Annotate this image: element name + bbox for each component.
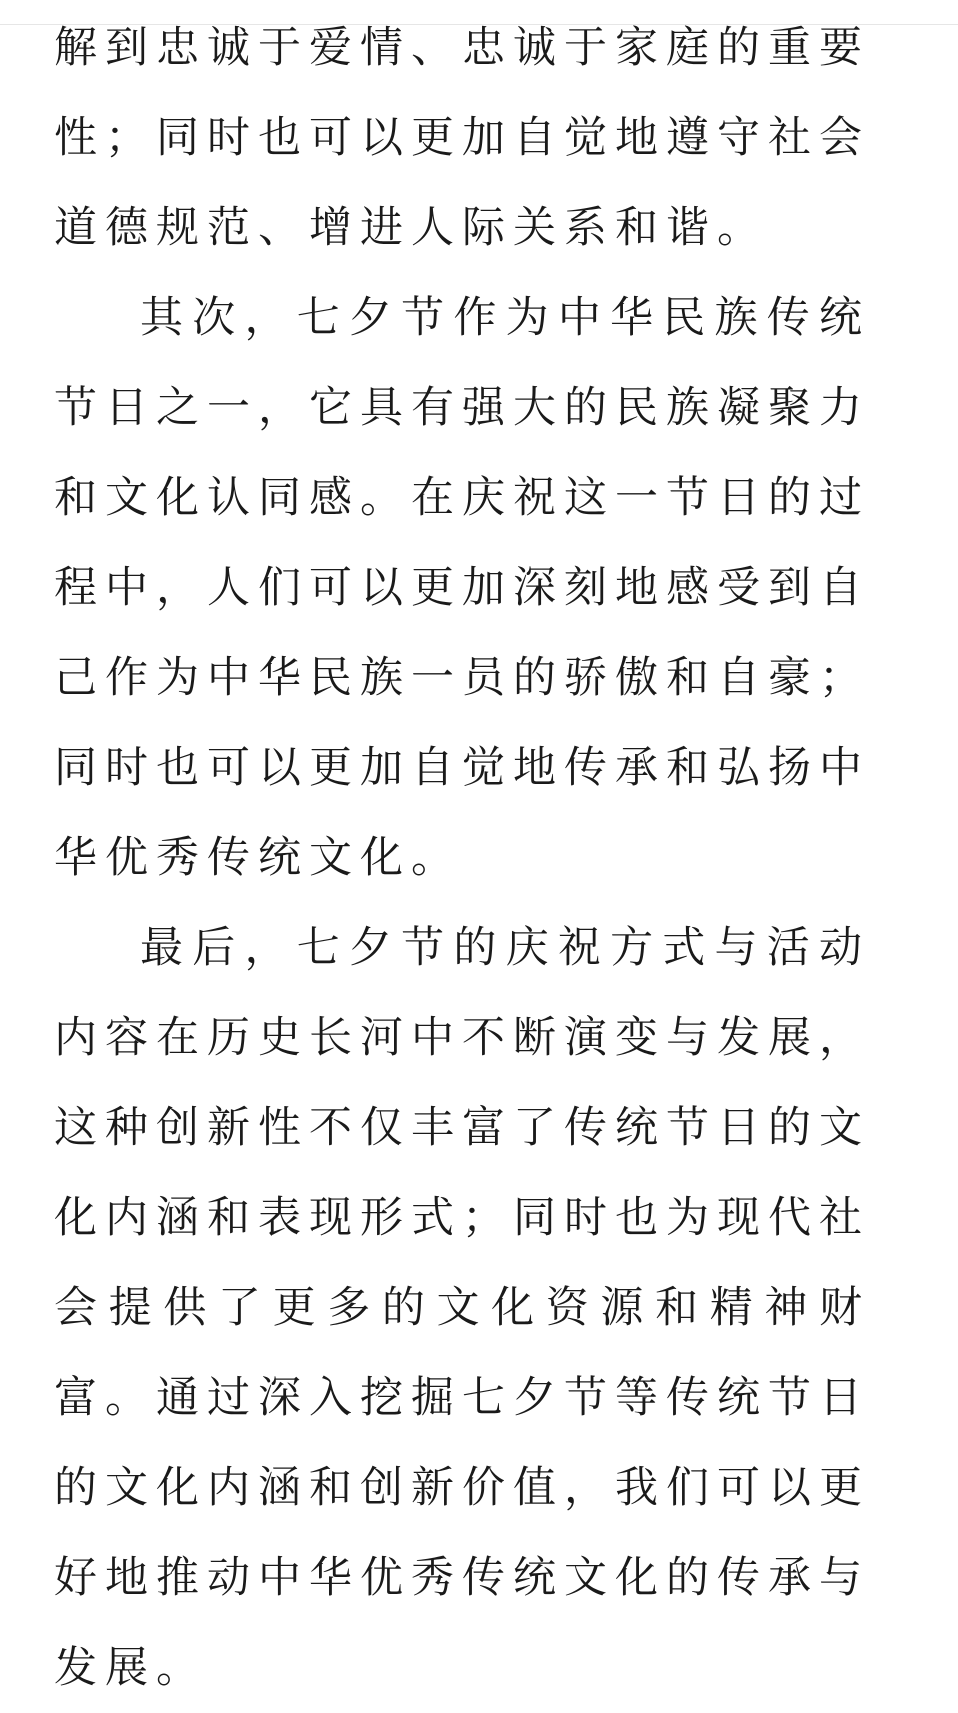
paragraph-secondly: 其次，七夕节作为中华民族传统节日之一，它具有强大的民族凝聚力和文化认同感。在庆祝这一节日的过程中，人们可以更加深刻地感受到自己作为中华民族一员的骄傲和自豪；同时也可以更加自觉地传承和弘扬中华优秀传统文化。 xyxy=(54,293,870,883)
article-body xyxy=(54,3,870,1713)
paragraph-continued: 解到忠诚于爱情、忠诚于家庭的重要性；同时也可以更加自觉地遵守社会道德规范、增进人际关系和谐。 xyxy=(54,23,870,253)
paragraph-finally: 最后，七夕节的庆祝方式与活动内容在历史长河中不断演变与发展，这种创新性不仅丰富了传统节日的文化内涵和表现形式；同时也为现代社会提供了更多的文化资源和精神财富。通过深入挖掘七夕节等传统节日的文化内涵和创新价值，我们可以更好地推动中华优秀传统文化的传承与发展。 xyxy=(54,923,870,1693)
